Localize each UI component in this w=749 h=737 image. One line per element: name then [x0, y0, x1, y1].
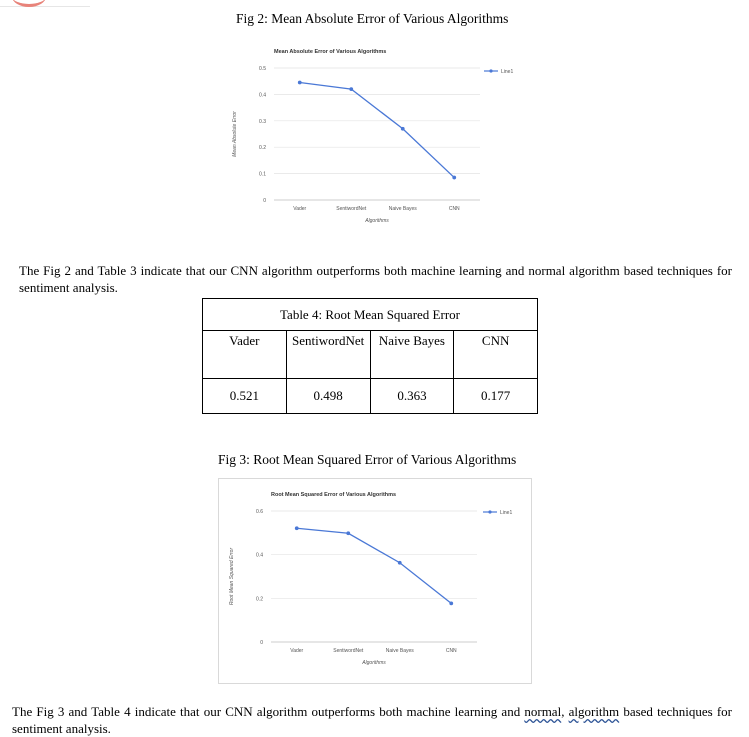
table4-value-cnn: 0.177 — [454, 379, 538, 414]
paragraph-fig3-discussion — [12, 703, 732, 737]
data-point — [401, 127, 405, 131]
x-tick-label: Naive Bayes — [385, 648, 414, 654]
table4-header-cnn: CNN — [454, 331, 538, 379]
x-tick-label: CNN — [448, 206, 460, 212]
y-tick-label: 0.2 — [256, 596, 263, 603]
fig3-chart-svg — [219, 479, 531, 683]
fig2-chart — [226, 40, 526, 235]
legend-label: Line1 — [500, 509, 513, 516]
x-tick-label: SentiwordNet — [336, 206, 367, 212]
y-tick-label: 0.6 — [256, 509, 263, 515]
legend-swatch-point — [488, 510, 491, 513]
x-axis-label: Algorithms — [362, 660, 386, 666]
y-tick-label: 0.2 — [259, 145, 266, 152]
data-point — [295, 526, 299, 530]
y-tick-label: 0.4 — [259, 92, 266, 99]
x-tick-label: CNN — [445, 648, 457, 654]
y-axis-label: Mean Absolute Error — [232, 111, 238, 157]
data-point — [349, 87, 353, 91]
para2-text-middle: , — [561, 704, 569, 719]
spellcheck-flagged-word: normal — [524, 704, 562, 719]
y-tick-label: 0.5 — [259, 66, 266, 72]
paragraph-fig2-discussion: The Fig 2 and Table 3 indicate that our CNN algorithm outperforms both machine learning and normal algorithm based techniques for sentiment analysis. — [19, 263, 732, 295]
y-tick-label: 0 — [263, 198, 266, 204]
chart-title: Mean Absolute Error of Various Algorithms — [274, 49, 387, 55]
chart-title: Root Mean Squared Error of Various Algorithms — [271, 492, 397, 498]
legend-swatch-point — [489, 69, 492, 72]
x-tick-label: Naive Bayes — [388, 206, 417, 212]
table4-value-naive-bayes: 0.363 — [370, 379, 454, 414]
table4-caption: Table 4: Root Mean Squared Error — [203, 299, 538, 331]
y-tick-label: 0 — [260, 640, 263, 646]
fig3-caption: Fig 3: Root Mean Squared Error of Various Algorithms — [218, 452, 517, 467]
series-line-line1 — [297, 528, 452, 603]
x-tick-label: SentiwordNet — [333, 648, 364, 654]
table4-header-naive-bayes: Naive Bayes — [370, 331, 454, 379]
fig2-caption: Fig 2: Mean Absolute Error of Various Algorithms — [236, 11, 509, 26]
table4-value-sentiwordnet: 0.498 — [286, 379, 370, 414]
series-line-line1 — [300, 83, 455, 178]
data-point — [346, 531, 350, 535]
fig3-chart — [218, 478, 532, 684]
para2-text-after: based techniques for sentiment analysis. — [12, 704, 732, 736]
table4-header-sentiwordnet: SentiwordNet — [286, 331, 370, 379]
y-axis-label: Root Mean Squared Error — [229, 547, 235, 606]
data-point — [398, 561, 402, 565]
y-tick-label: 0.4 — [256, 552, 263, 559]
para2-text-before: The Fig 3 and Table 4 indicate that our CNN algorithm outperforms both machine learning and — [12, 704, 525, 719]
table4 — [202, 298, 538, 414]
corner-logo-mark — [0, 0, 90, 7]
y-tick-label: 0.3 — [259, 118, 266, 125]
x-axis-label: Algorithms — [365, 218, 389, 224]
x-tick-label: Vader — [293, 206, 307, 212]
x-tick-label: Vader — [290, 648, 304, 654]
data-point — [452, 176, 456, 180]
data-point — [298, 81, 302, 85]
legend-label: Line1 — [501, 68, 514, 75]
table4-value-vader: 0.521 — [203, 379, 287, 414]
y-tick-label: 0.1 — [259, 171, 266, 178]
table4-header-vader: Vader — [203, 331, 287, 379]
spellcheck-flagged-word: algorithm — [568, 704, 620, 719]
fig2-chart-svg — [226, 40, 526, 235]
data-point — [449, 601, 453, 605]
